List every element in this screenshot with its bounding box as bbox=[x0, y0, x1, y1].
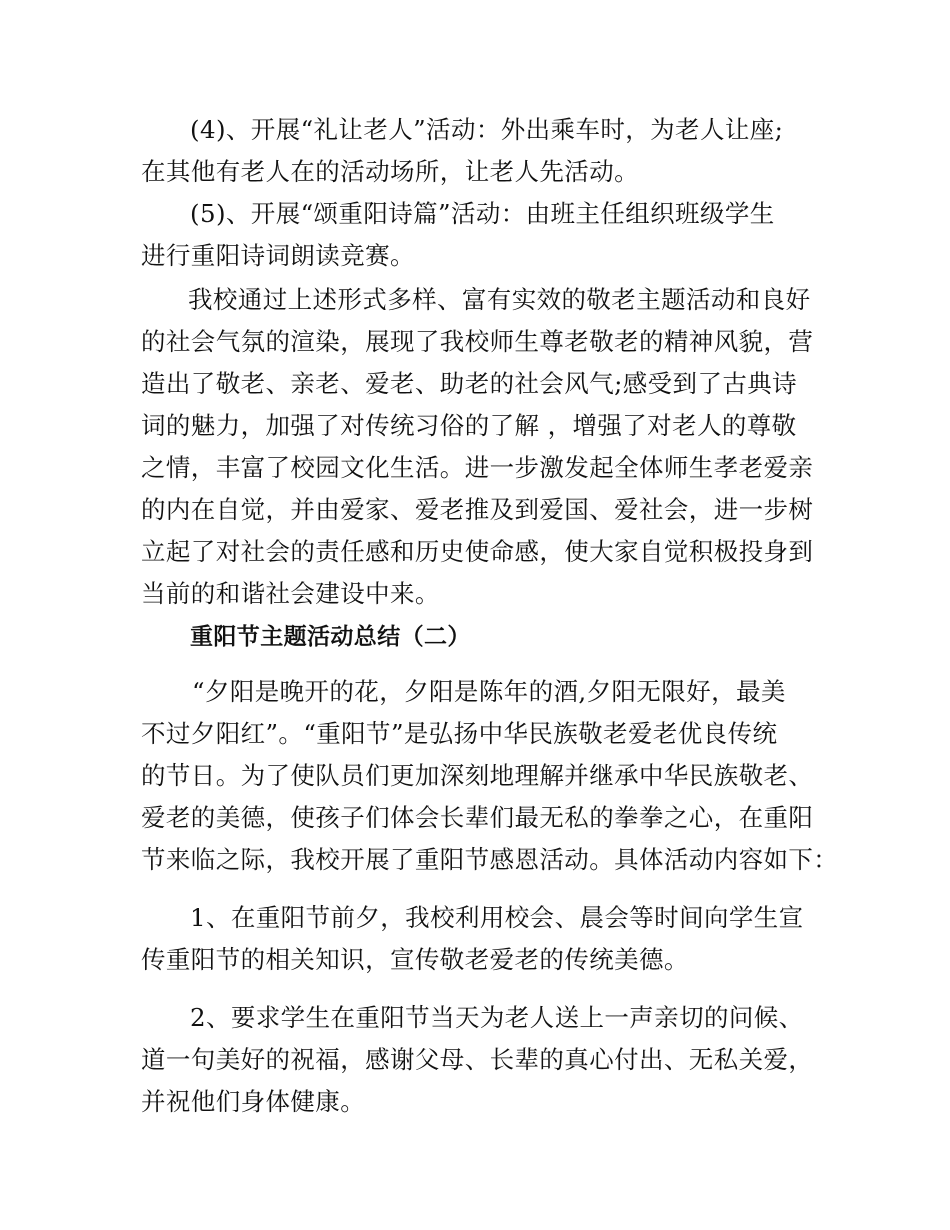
text-line: 道一句美好的祝福，感谢父母、长辈的真心付出、无私关爱， bbox=[141, 1045, 814, 1074]
text-line: 不过夕阳红”。“重阳节”是弘扬中华民族敬老爱老优良传统 bbox=[141, 719, 778, 748]
text-line: 传重阳节的相关知识，宣传敬老爱老的传统美德。 bbox=[141, 945, 689, 974]
text-line: 1、在重阳节前夕，我校利用校会、晨会等时间向学生宣 bbox=[190, 903, 804, 932]
text-line: (5)、开展“颂重阳诗篇”活动：由班主任组织班级学生 bbox=[190, 199, 775, 228]
text-line: 当前的和谐社会建设中来。 bbox=[141, 579, 440, 608]
text-line: 词的魅力，加强了对传统习俗的了解 ，增强了对老人的尊敬 bbox=[141, 411, 797, 440]
text-line: 的节日。为了使队员们更加深刻地理解并继承中华民族敬老、 bbox=[141, 761, 814, 790]
text-line: 的内在自觉，并由爱家、爱老推及到爱国、爱社会，进一步树 bbox=[141, 495, 814, 524]
text-line: 在其他有老人在的活动场所，让老人先活动。 bbox=[141, 157, 639, 186]
section-heading: 重阳节主题活动总结（二） bbox=[190, 624, 471, 650]
text-line: 2、要求学生在重阳节当天为老人送上一声亲切的问候、 bbox=[190, 1003, 804, 1032]
text-line: 造出了敬老、亲老、爱老、助老的社会风气;感受到了古典诗 bbox=[141, 369, 798, 398]
text-line: 之情，丰富了校园文化生活。进一步激发起全体师生孝老爱亲 bbox=[141, 453, 814, 482]
text-line: 并祝他们身体健康。 bbox=[141, 1087, 366, 1116]
text-line: 爱老的美德，使孩子们体会长辈们最无私的拳拳之心，在重阳 bbox=[141, 803, 814, 832]
text-line: 节来临之际，我校开展了重阳节感恩活动。具体活动内容如下： bbox=[141, 845, 839, 874]
text-line: 进行重阳诗词朗读竞赛。 bbox=[141, 241, 415, 270]
text-line: 的社会气氛的渲染，展现了我校师生尊老敬老的精神风貌，营 bbox=[141, 327, 814, 356]
text-line: 我校通过上述形式多样、富有实效的敬老主题活动和良好 bbox=[188, 285, 811, 314]
text-line: “夕阳是晚开的花，夕阳是陈年的酒,夕阳无限好，最美 bbox=[192, 677, 786, 706]
text-line: 立起了对社会的责任感和历史使命感，使大家自觉积极投身到 bbox=[141, 537, 814, 566]
text-line: (4)、开展“礼让老人”活动：外出乘车时，为老人让座; bbox=[190, 115, 784, 144]
